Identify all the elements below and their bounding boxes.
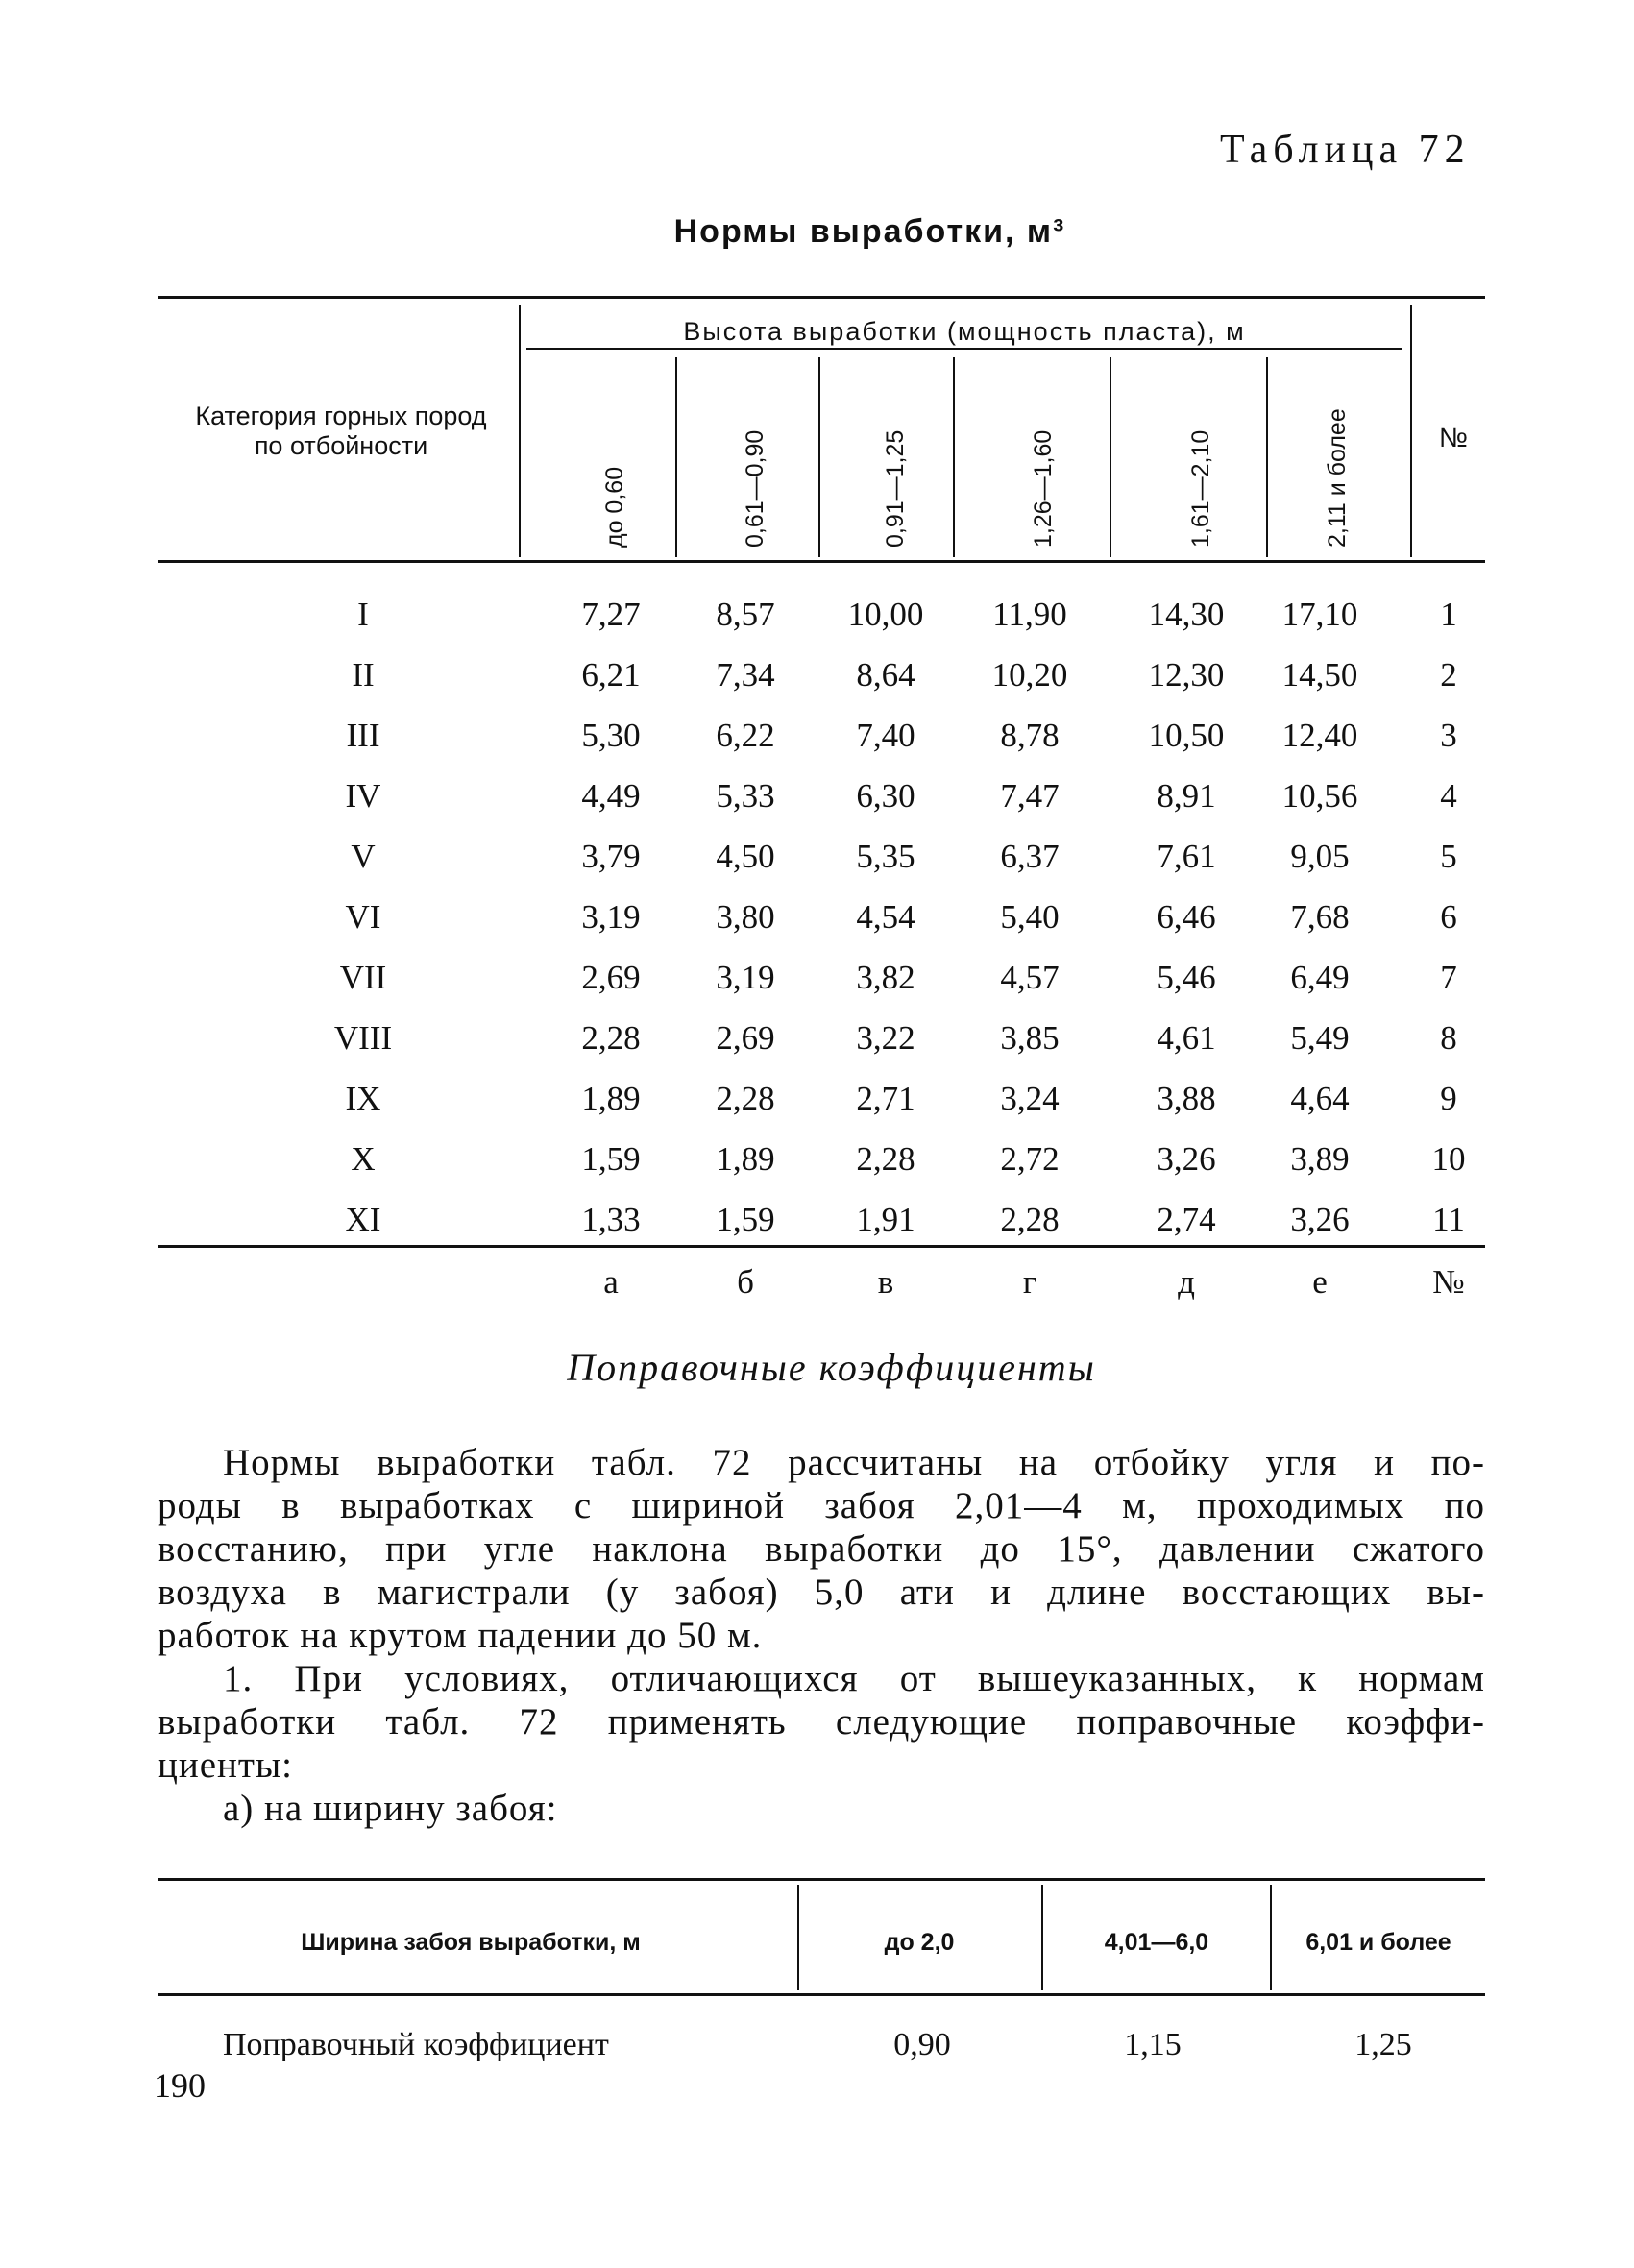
table-cell: 2,28 — [716, 1080, 775, 1117]
column-header: 1,61—2,10 — [1187, 429, 1214, 548]
row-category: I — [357, 596, 369, 633]
table-cell: 5,30 — [581, 717, 641, 754]
table-cell: 2,28 — [856, 1140, 915, 1178]
row-number: 5 — [1440, 838, 1457, 875]
table-cell: 3,89 — [1290, 1140, 1350, 1178]
table-cell: 5,40 — [1000, 898, 1060, 936]
group-header-rule — [526, 348, 1402, 350]
table-cell: 12,40 — [1281, 717, 1358, 754]
table-cell: 2,74 — [1157, 1201, 1216, 1238]
table-title: Нормы выработки, м³ — [673, 213, 1066, 250]
width-table-row-label: Поправочный коэффициент — [223, 2027, 609, 2062]
table-cell: 7,40 — [856, 717, 915, 754]
table-cell: 4,61 — [1157, 1019, 1216, 1057]
table-cell: 2,69 — [581, 959, 641, 996]
column-letter: в — [877, 1263, 894, 1301]
width-table-header-label: Ширина забоя выработки, м — [301, 1929, 641, 1956]
column-divider — [953, 357, 955, 557]
table-cell: 3,26 — [1290, 1201, 1350, 1238]
table-cell: 12,30 — [1148, 656, 1225, 694]
table-cell: 2,69 — [716, 1019, 775, 1057]
row-category: IX — [345, 1080, 381, 1117]
column-header: 0,91—1,25 — [882, 429, 909, 548]
paragraph-line: 1. При условиях, отличающихся от вышеуказанных, к нормам — [223, 1658, 1485, 1699]
width-table-top-rule — [158, 1878, 1485, 1881]
table-cell: 4,50 — [716, 838, 775, 875]
header-bottom-rule — [158, 560, 1485, 563]
row-number: 10 — [1431, 1140, 1466, 1178]
table-bottom-rule — [158, 1245, 1485, 1248]
table-cell: 14,50 — [1281, 656, 1358, 694]
table-cell: 9,05 — [1290, 838, 1350, 875]
column-letter: г — [1022, 1263, 1037, 1301]
table-cell: 8,78 — [1000, 717, 1060, 754]
paragraph-line: работок на крутом падении до 50 м. — [158, 1615, 763, 1656]
row-number: 4 — [1440, 777, 1457, 815]
paragraph-line: восстанию, при угле наклона выработки до 15°, давлении сжатого — [158, 1528, 1485, 1570]
column-divider — [1110, 357, 1111, 557]
column-letter: д — [1178, 1263, 1195, 1301]
column-header: 2,11 и более — [1324, 408, 1351, 548]
column-letter: е — [1312, 1263, 1328, 1301]
table-cell: 5,46 — [1157, 959, 1216, 996]
table-cell: 3,24 — [1000, 1080, 1060, 1117]
table-cell: 10,56 — [1281, 777, 1358, 815]
paragraph-line: выработки табл. 72 применять следующие поправочные коэффи- — [158, 1701, 1485, 1743]
column-divider — [519, 305, 521, 557]
row-category: II — [352, 656, 375, 694]
table-cell: 2,72 — [1000, 1140, 1060, 1178]
table-cell: 7,27 — [581, 596, 641, 633]
table-cell: 7,47 — [1000, 777, 1060, 815]
width-table-column: до 2,0 — [884, 1929, 955, 1956]
width-table-value: 1,15 — [1124, 2027, 1182, 2062]
row-category: IV — [345, 777, 381, 815]
item-a: а) на ширину забоя: — [223, 1788, 558, 1829]
table-top-rule — [158, 296, 1485, 299]
row-number: 9 — [1440, 1080, 1457, 1117]
column-header: 0,61—0,90 — [742, 429, 768, 548]
column-letter: б — [737, 1263, 754, 1301]
column-letter: а — [603, 1263, 619, 1301]
column-divider — [675, 357, 677, 557]
row-number: 8 — [1440, 1019, 1457, 1057]
paragraph-norms — [158, 1441, 1485, 1657]
table-cell: 11,90 — [992, 596, 1067, 633]
table-cell: 3,26 — [1157, 1140, 1216, 1178]
table-cell: 6,49 — [1290, 959, 1350, 996]
table-cell: 6,46 — [1157, 898, 1216, 936]
table-cell: 6,37 — [1000, 838, 1060, 875]
column-header: 1,26—1,60 — [1030, 429, 1057, 548]
column-divider — [818, 357, 820, 557]
row-number: 2 — [1440, 656, 1457, 694]
row-category: III — [346, 717, 380, 754]
table-cell: 1,33 — [581, 1201, 641, 1238]
row-number: 11 — [1432, 1201, 1465, 1238]
table-cell: 1,89 — [716, 1140, 775, 1178]
table-label: Таблица 72 — [1220, 128, 1471, 172]
table-cell: 4,49 — [581, 777, 641, 815]
category-header: Категория горных пород по отбойности — [195, 402, 487, 460]
row-number: 1 — [1440, 596, 1457, 633]
width-table-column: 4,01—6,0 — [1104, 1929, 1209, 1956]
paragraph-line: Нормы выработки табл. 72 рассчитаны на отбойку угля и по- — [223, 1442, 1485, 1483]
paragraph-conditions — [158, 1657, 1485, 1787]
table-cell: 3,80 — [716, 898, 775, 936]
table-cell: 3,19 — [581, 898, 641, 936]
table-cell: 7,61 — [1157, 838, 1216, 875]
table-cell: 5,49 — [1290, 1019, 1350, 1057]
footer-number: № — [1432, 1263, 1465, 1301]
table-cell: 1,59 — [716, 1201, 775, 1238]
page-number: 190 — [154, 2066, 206, 2105]
paragraph-line: роды в выработках с шириной забоя 2,01—4 м, проходимых по — [158, 1485, 1485, 1526]
width-table-value: 1,25 — [1354, 2027, 1412, 2062]
section-title: Поправочные коэффициенты — [567, 1346, 1096, 1389]
table-cell: 10,50 — [1148, 717, 1225, 754]
row-number: 7 — [1440, 959, 1457, 996]
table-cell: 6,22 — [716, 717, 775, 754]
table-cell: 3,85 — [1000, 1019, 1060, 1057]
table-cell: 3,19 — [716, 959, 775, 996]
table-cell: 8,91 — [1157, 777, 1216, 815]
table-cell: 1,91 — [856, 1201, 915, 1238]
table-cell: 6,30 — [856, 777, 915, 815]
row-category: V — [351, 838, 376, 875]
table-cell: 2,28 — [1000, 1201, 1060, 1238]
width-table-value: 0,90 — [893, 2027, 951, 2062]
table-cell: 8,57 — [716, 596, 775, 633]
table-cell: 7,34 — [716, 656, 775, 694]
table-cell: 4,64 — [1290, 1080, 1350, 1117]
table-cell: 1,89 — [581, 1080, 641, 1117]
table-cell: 7,68 — [1290, 898, 1350, 936]
column-divider — [1410, 305, 1412, 557]
table-cell: 8,64 — [856, 656, 915, 694]
row-number: 3 — [1440, 717, 1457, 754]
table-cell: 3,82 — [856, 959, 915, 996]
width-table-column: 6,01 и более — [1305, 1929, 1451, 1956]
row-category: VII — [339, 959, 387, 996]
paragraph-line: циенты: — [158, 1744, 294, 1786]
height-group-header: Высота выработки (мощность пласта), м — [683, 317, 1246, 346]
table-cell: 3,79 — [581, 838, 641, 875]
table-cell: 1,59 — [581, 1140, 641, 1178]
row-category: VI — [345, 898, 381, 936]
table-cell: 5,35 — [856, 838, 915, 875]
row-category: VIII — [333, 1019, 393, 1057]
table-cell: 2,28 — [581, 1019, 641, 1057]
table-cell: 2,71 — [856, 1080, 915, 1117]
table-cell: 4,54 — [856, 898, 915, 936]
number-header: № — [1438, 423, 1469, 452]
column-divider — [1266, 357, 1268, 557]
table-cell: 4,57 — [1000, 959, 1060, 996]
row-category: XI — [345, 1201, 381, 1238]
table-cell: 10,20 — [991, 656, 1068, 694]
column-header: до 0,60 — [601, 466, 628, 548]
table-cell: 3,22 — [856, 1019, 915, 1057]
table-cell: 14,30 — [1148, 596, 1225, 633]
table-cell: 5,33 — [716, 777, 775, 815]
width-table-header-rule — [158, 1993, 1485, 1996]
table-cell: 6,21 — [581, 656, 641, 694]
table-cell: 3,88 — [1157, 1080, 1216, 1117]
table-cell: 10,00 — [847, 596, 924, 633]
paragraph-line: воздуха в магистрали (у забоя) 5,0 ати и длине восстающих вы- — [158, 1572, 1485, 1613]
row-number: 6 — [1440, 898, 1457, 936]
table-cell: 17,10 — [1281, 596, 1358, 633]
row-category: X — [351, 1140, 376, 1178]
